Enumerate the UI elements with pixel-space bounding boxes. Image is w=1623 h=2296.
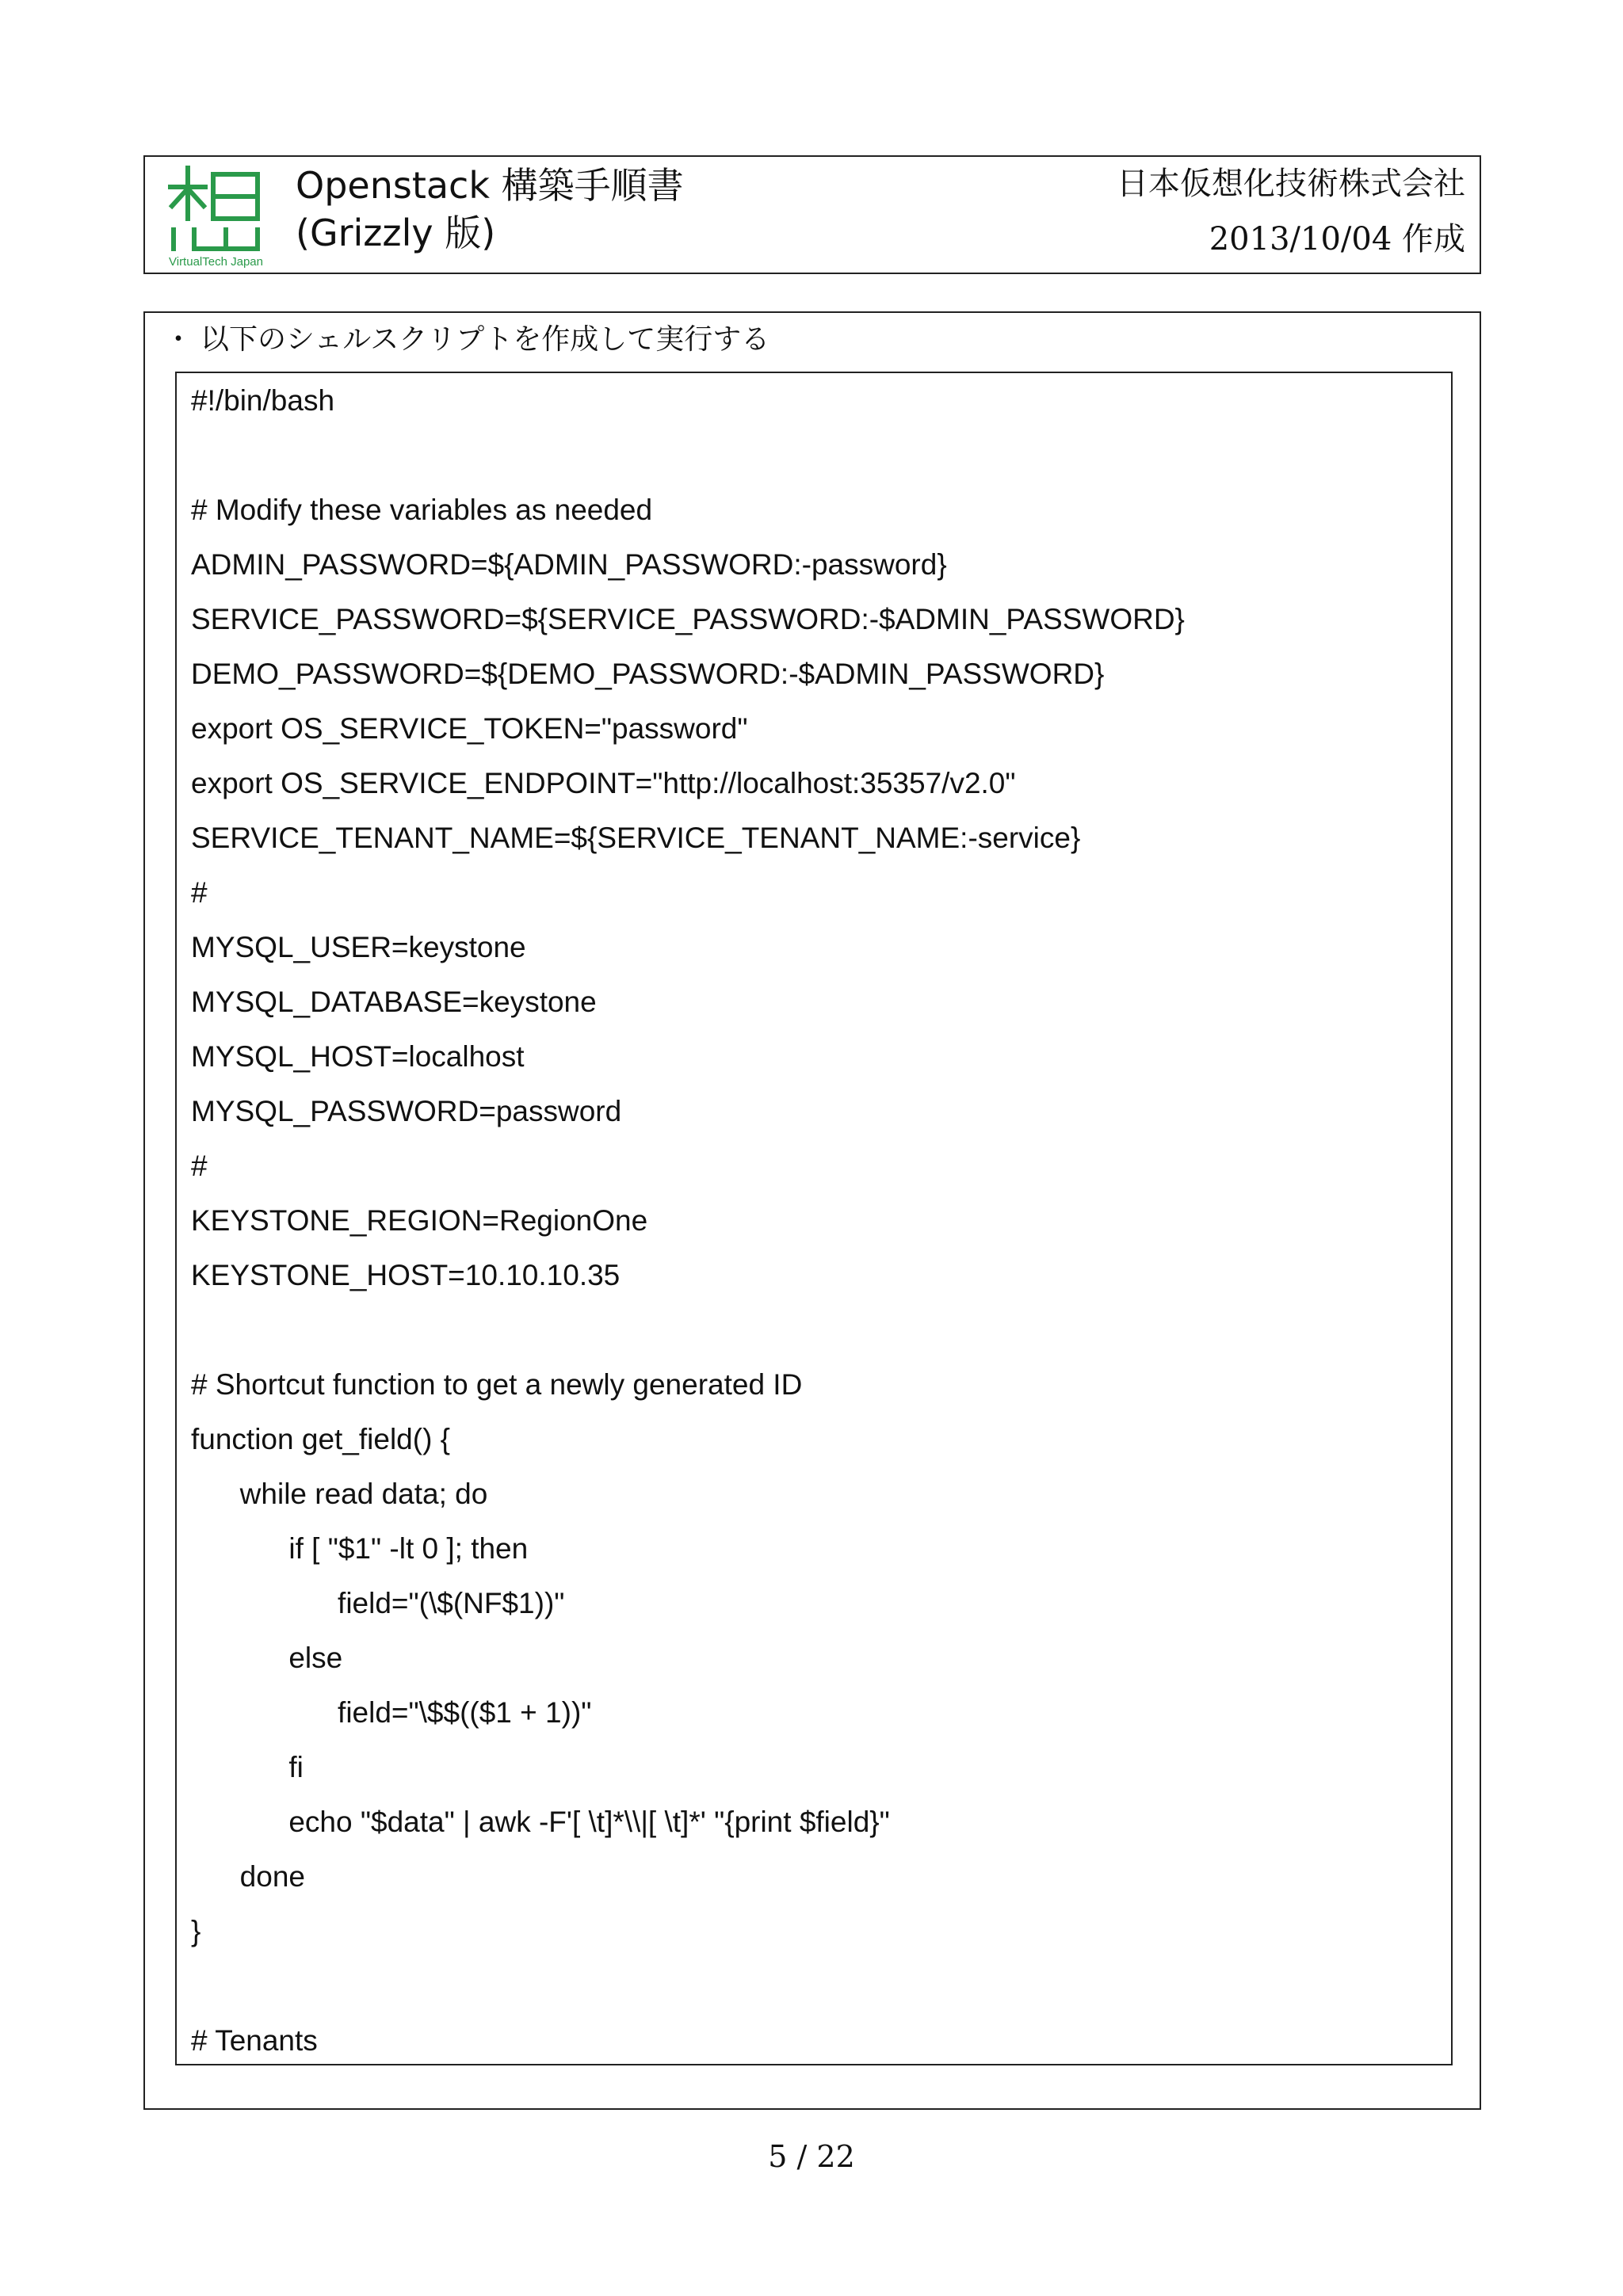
company-name: 日本仮想化技術株式会社	[1117, 166, 1465, 202]
code-line	[191, 1302, 1443, 1357]
code-line: #!/bin/bash	[191, 384, 335, 417]
code-line: }	[191, 1915, 201, 1947]
code-line: else	[191, 1642, 343, 1674]
code-line: MYSQL_PASSWORD=password	[191, 1095, 622, 1127]
code-block	[175, 372, 1453, 2065]
document-header	[143, 155, 1481, 274]
code-line: # Tenants	[191, 2024, 318, 2057]
code-lines	[191, 373, 1443, 2068]
code-line: export OS_SERVICE_ENDPOINT="http://localhost:35357/v2.0"	[191, 767, 1016, 799]
creation-date: 2013/10/04 作成	[1209, 221, 1465, 257]
bullet-icon: ・	[164, 323, 193, 356]
code-line: KEYSTONE_REGION=RegionOne	[191, 1204, 648, 1237]
code-line: while read data; do	[191, 1478, 488, 1510]
code-line: function get_field() {	[191, 1423, 451, 1455]
code-line: field="(\$(NF$1))"	[191, 1587, 565, 1619]
code-line: export OS_SERVICE_TOKEN="password"	[191, 712, 748, 745]
code-line: if [ "$1" -lt 0 ]; then	[191, 1532, 529, 1565]
code-line: fi	[191, 1751, 304, 1783]
code-line: MYSQL_DATABASE=keystone	[191, 986, 597, 1018]
code-line: # Shortcut function to get a newly generated ID	[191, 1368, 803, 1401]
code-line: field="\$$(($1 + 1))"	[191, 1696, 592, 1729]
document-title-line1: Openstack 構築手順書	[296, 164, 684, 207]
code-line: SERVICE_PASSWORD=${SERVICE_PASSWORD:-$ADMIN_PASSWORD}	[191, 603, 1185, 635]
code-line: MYSQL_HOST=localhost	[191, 1040, 525, 1073]
code-line: echo "$data" | awk -F'[ \t]*\\|[ \t]*' "{print $field}"	[191, 1806, 890, 1838]
code-line: #	[191, 876, 208, 909]
instruction-text: 以下のシェルスクリプトを作成して実行する	[200, 323, 770, 356]
logo-caption: VirtualTech Japan	[169, 255, 263, 269]
code-line: KEYSTONE_HOST=10.10.10.35	[191, 1259, 621, 1291]
code-line: done	[191, 1860, 305, 1893]
code-line: MYSQL_USER=keystone	[191, 931, 526, 963]
code-line: # Modify these variables as needed	[191, 494, 653, 526]
page-number: 5 / 22	[768, 2139, 855, 2174]
code-line: #	[191, 1150, 208, 1182]
content-frame	[143, 311, 1481, 2110]
instruction-item	[164, 322, 769, 357]
code-line: DEMO_PASSWORD=${DEMO_PASSWORD:-$ADMIN_PASSWORD}	[191, 658, 1105, 690]
code-line: ADMIN_PASSWORD=${ADMIN_PASSWORD:-password}	[191, 548, 947, 581]
code-line: SERVICE_TENANT_NAME=${SERVICE_TENANT_NAME:-service}	[191, 822, 1081, 854]
document-title-line2: (Grizzly 版)	[296, 212, 496, 254]
document-title	[296, 162, 684, 257]
code-line	[191, 428, 1443, 482]
code-line	[191, 1958, 1443, 2013]
